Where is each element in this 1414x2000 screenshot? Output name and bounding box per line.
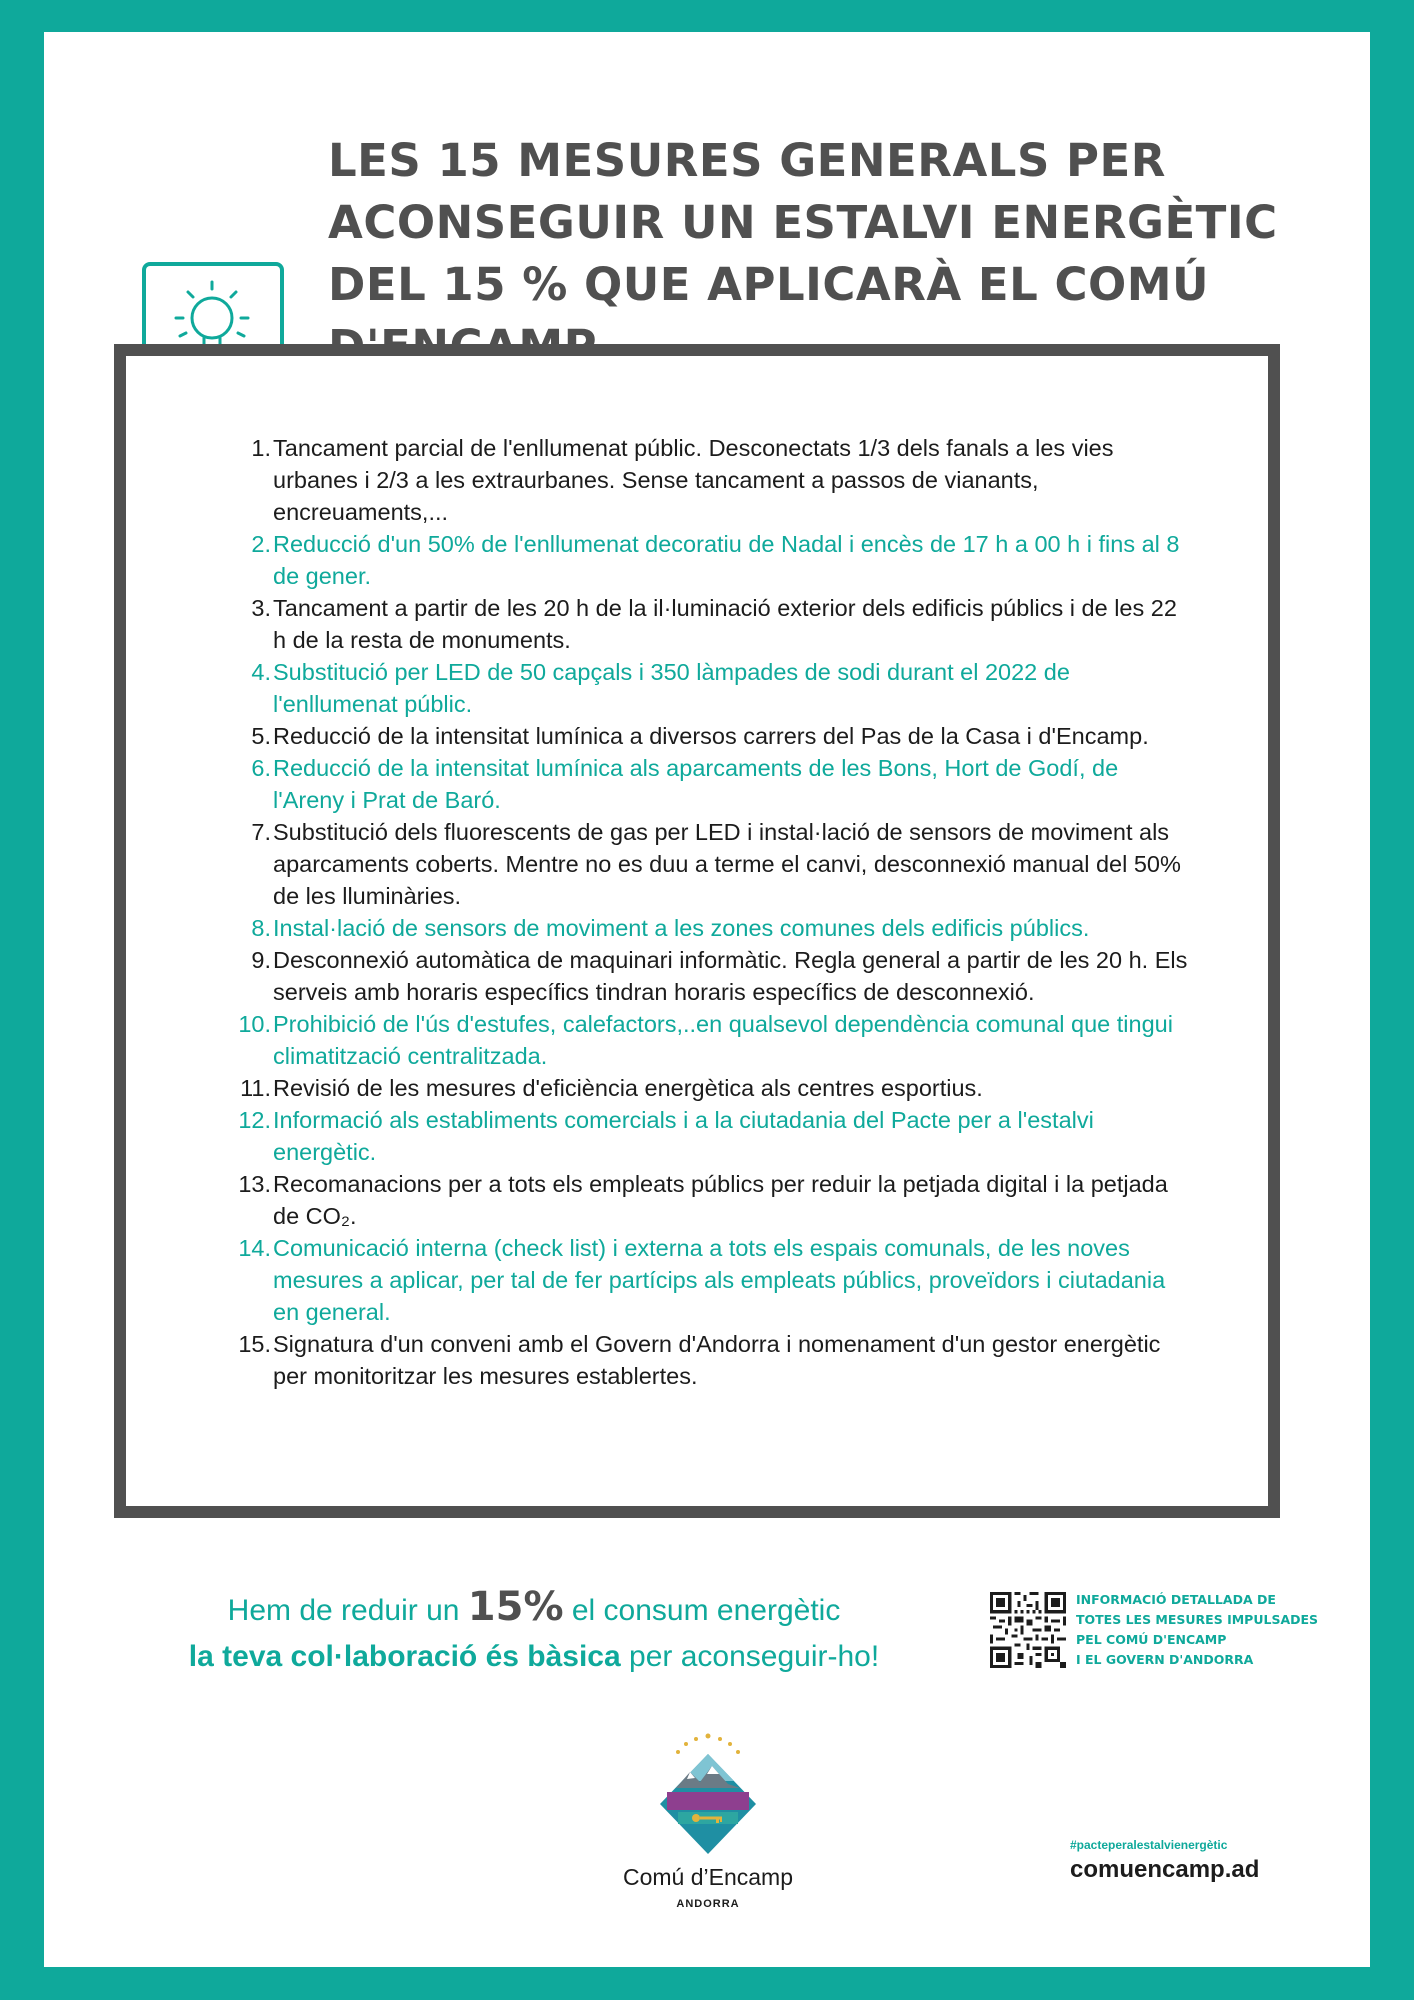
slogan-line-1: Hem de reduir un 15% el consum energètic	[227, 1584, 841, 1630]
measure-item: 1. Tancament parcial de l'enllumenat públic. Desconectats 1/3 dels fanals a les vies urbanes i 2/3 a les extraurbanes. Sense tancament a passos de vianants, encreuaments,...	[251, 435, 1114, 525]
slogan-line-2: la teva col·laboració és bàsica per aconseguir-ho!	[188, 1640, 880, 1673]
qr-code[interactable]	[990, 1592, 1066, 1668]
page-title: LES 15 MESURES GENERALS PER ACONSEGUIR UN ESTALVI ENERGÈTIC DEL 15 % QUE APLICARÀ EL COMÚ	[328, 134, 1278, 311]
measure-item: 9. Desconnexió automàtica de maquinari informàtic. Regla general a partir de les 20 h. Els serveis amb horaris específics tindran horaris específics de desconnexió.	[251, 947, 1188, 1005]
measure-item: 7. Substitució dels fluorescents de gas per LED i instal·lació de sensors de moviment als aparcaments coberts. Mentre no es duu a terme el canvi, desconnexió manual del 50% de les lluminàries.	[251, 819, 1181, 909]
measure-item: 13. Recomanacions per a tots els empleats públics per reduir la petjada digital i la petjada de CO₂.	[238, 1171, 1168, 1229]
slogan-percentage: 15%	[467, 1584, 564, 1630]
measure-item: 14. Comunicació interna (check list) i externa a tots els espais comunals, de les noves mesures a aplicar, per tal de fer partícips als empleats públics, proveïdors i ciutadania en general.	[238, 1235, 1166, 1325]
measure-item: 15. Signatura d'un conveni amb el Govern d'Andorra i nomenament d'un gestor energètic per monitoritzar les mesures establertes.	[238, 1331, 1161, 1389]
hashtag[interactable]: #pacteperalestalvienergètic	[1070, 1838, 1228, 1852]
poster-page	[44, 32, 1370, 1967]
measure-item: 3. Tancament a partir de les 20 h de la il·luminació exterior dels edificis públics i de les 22 h de la resta de monuments.	[251, 595, 1177, 653]
qr-caption: INFORMACIÓ DETALLADA DE TOTES LES MESURES IMPULSADES PEL COMÚ D'ENCAMP I EL GOVERN D'ANDORRA	[1076, 1592, 1319, 1667]
measure-item: 12. Informació als establiments comercials i a la ciutadania del Pacte per a l'estalvi energètic.	[238, 1107, 1094, 1165]
measure-item: 2. Reducció d'un 50% de l'enllumenat decoratiu de Nadal i encès de 17 h a 00 h i fins al 8 de gener.	[251, 531, 1180, 589]
lightbulb-icon	[172, 278, 252, 346]
measures-list	[231, 432, 1191, 1392]
measure-item: 4. Substitució per LED de 50 capçals i 350 làmpades de sodi durant el 2022 de l'enllumenat públic.	[251, 659, 1070, 717]
logo-name: Comú d’Encamp	[622, 1864, 794, 1890]
measure-item: 8. Instal·lació de sensors de moviment a les zones comunes dels edificis públics.	[251, 915, 1090, 941]
slogan	[84, 1584, 984, 1680]
website-link[interactable]: comuencamp.ad	[1070, 1856, 1260, 1883]
lightbulb-tab	[142, 262, 284, 346]
measures-frame	[114, 344, 1280, 1518]
measure-item: 10. Prohibició de l'ús d'estufes, calefactors,..en qualsevol dependència comunal que tingui climatització centralitzada.	[238, 1011, 1173, 1069]
measure-item: 5. Reducció de la intensitat lumínica a diversos carrers del Pas de la Casa i d'Encamp.	[251, 723, 1149, 749]
logo-country: ANDORRA	[676, 1898, 740, 1910]
measure-item: 11. Revisió de les mesures d'eficiència energètica als centres esportius.	[240, 1075, 983, 1101]
comu-encamp-logo	[654, 1732, 762, 1856]
measure-item: 6. Reducció de la intensitat lumínica als aparcaments de les Bons, Hort de Godí, de l'Areny i Prat de Baró.	[251, 755, 1119, 813]
